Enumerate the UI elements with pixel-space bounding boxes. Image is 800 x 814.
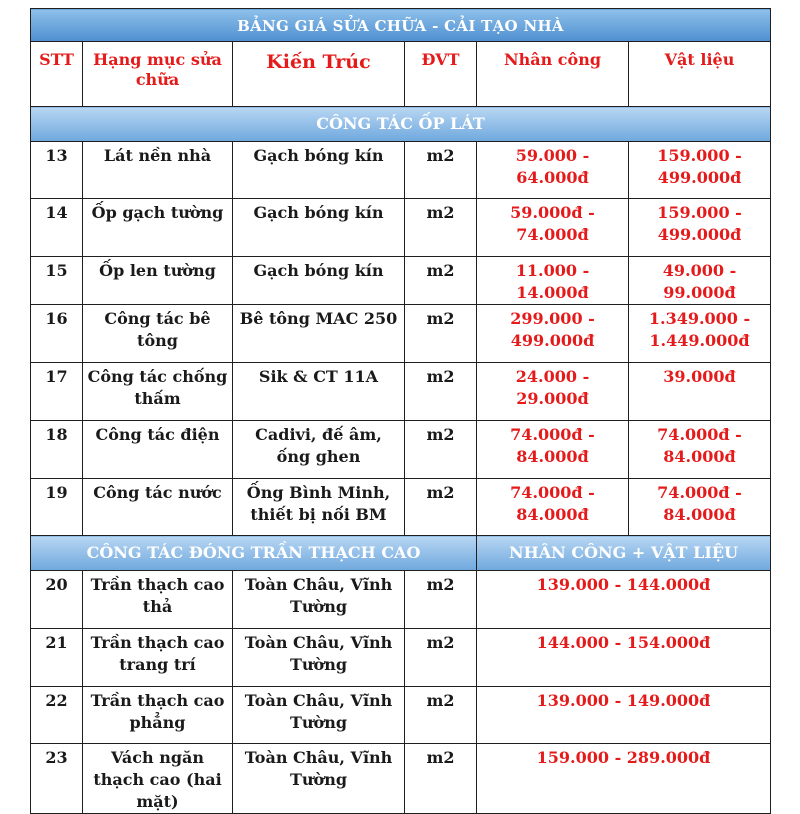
row-arch: Gạch bóng kín <box>233 199 405 257</box>
section-label-ceiling: CÔNG TÁC ĐÓNG TRẦN THẠCH CAO <box>31 536 477 571</box>
row-arch: Sik & CT 11A <box>233 363 405 421</box>
row-item: Công tác điện <box>83 421 233 479</box>
row-material: 49.000 - 99.000đ <box>629 257 771 305</box>
table-title: BẢNG GIÁ SỬA CHỮA - CẢI TẠO NHÀ <box>31 9 771 42</box>
row-stt: 23 <box>31 744 83 814</box>
row-arch: Toàn Châu, Vĩnh Tường <box>233 571 405 629</box>
row-labor: 299.000 - 499.000đ <box>477 305 629 363</box>
header-item: Hạng mục sửa chữa <box>83 42 233 107</box>
table-row <box>31 421 771 479</box>
table-row <box>31 744 771 814</box>
row-unit: m2 <box>405 421 477 479</box>
row-stt: 19 <box>31 479 83 536</box>
row-item: Ốp gạch tường <box>83 199 233 257</box>
header-labor: Nhân công <box>477 42 629 107</box>
row-price: 144.000 - 154.000đ <box>477 629 771 687</box>
table-row <box>31 479 771 536</box>
row-stt: 17 <box>31 363 83 421</box>
row-item: Trần thạch cao thả <box>83 571 233 629</box>
row-item: Vách ngăn thạch cao (hai mặt) <box>83 744 233 814</box>
row-arch: Bê tông MAC 250 <box>233 305 405 363</box>
row-stt: 13 <box>31 142 83 199</box>
table-row <box>31 305 771 363</box>
row-stt: 20 <box>31 571 83 629</box>
row-price: 139.000 - 144.000đ <box>477 571 771 629</box>
row-unit: m2 <box>405 744 477 814</box>
row-material: 159.000 - 499.000đ <box>629 199 771 257</box>
row-unit: m2 <box>405 257 477 305</box>
price-table-document <box>30 8 770 814</box>
section-price-label: NHÂN CÔNG + VẬT LIỆU <box>477 536 771 571</box>
title-row <box>31 9 771 42</box>
table-row <box>31 629 771 687</box>
table-row <box>31 363 771 421</box>
row-arch: Toàn Châu, Vĩnh Tường <box>233 629 405 687</box>
row-labor: 59.000đ - 74.000đ <box>477 199 629 257</box>
row-arch: Gạch bóng kín <box>233 142 405 199</box>
row-unit: m2 <box>405 629 477 687</box>
row-arch: Toàn Châu, Vĩnh Tường <box>233 687 405 744</box>
section-row-ceiling <box>31 536 771 571</box>
row-item: Trần thạch cao phẳng <box>83 687 233 744</box>
row-item: Công tác bê tông <box>83 305 233 363</box>
row-material: 159.000 - 499.000đ <box>629 142 771 199</box>
row-material: 39.000đ <box>629 363 771 421</box>
row-arch: Gạch bóng kín <box>233 257 405 305</box>
row-arch: Ống Bình Minh, thiết bị nối BM <box>233 479 405 536</box>
row-labor: 74.000đ - 84.000đ <box>477 479 629 536</box>
header-stt: STT <box>31 42 83 107</box>
row-stt: 18 <box>31 421 83 479</box>
row-arch: Cadivi, đế âm, ống ghen <box>233 421 405 479</box>
table-row <box>31 687 771 744</box>
row-unit: m2 <box>405 305 477 363</box>
row-arch: Toàn Châu, Vĩnh Tường <box>233 744 405 814</box>
row-labor: 59.000 - 64.000đ <box>477 142 629 199</box>
row-item: Trần thạch cao trang trí <box>83 629 233 687</box>
row-unit: m2 <box>405 687 477 744</box>
row-price: 139.000 - 149.000đ <box>477 687 771 744</box>
row-item: Ốp len tường <box>83 257 233 305</box>
row-stt: 16 <box>31 305 83 363</box>
row-labor: 24.000 - 29.000đ <box>477 363 629 421</box>
section-label-tiling: CÔNG TÁC ỐP LÁT <box>31 107 771 142</box>
header-row <box>31 42 771 107</box>
row-labor: 74.000đ - 84.000đ <box>477 421 629 479</box>
row-material: 74.000đ - 84.000đ <box>629 479 771 536</box>
row-stt: 14 <box>31 199 83 257</box>
section-row-tiling <box>31 107 771 142</box>
row-stt: 15 <box>31 257 83 305</box>
row-stt: 21 <box>31 629 83 687</box>
table-row <box>31 199 771 257</box>
table-row <box>31 142 771 199</box>
row-item: Công tác chống thấm <box>83 363 233 421</box>
row-material: 74.000đ - 84.000đ <box>629 421 771 479</box>
row-item: Công tác nước <box>83 479 233 536</box>
row-price: 159.000 - 289.000đ <box>477 744 771 814</box>
row-stt: 22 <box>31 687 83 744</box>
row-unit: m2 <box>405 142 477 199</box>
row-unit: m2 <box>405 199 477 257</box>
row-item: Lát nền nhà <box>83 142 233 199</box>
table-row <box>31 571 771 629</box>
row-unit: m2 <box>405 479 477 536</box>
header-arch: Kiến Trúc <box>233 42 405 107</box>
header-material: Vật liệu <box>629 42 771 107</box>
price-table <box>30 8 771 814</box>
row-material: 1.349.000 - 1.449.000đ <box>629 305 771 363</box>
row-unit: m2 <box>405 571 477 629</box>
header-unit: ĐVT <box>405 42 477 107</box>
row-unit: m2 <box>405 363 477 421</box>
row-labor: 11.000 - 14.000đ <box>477 257 629 305</box>
table-row <box>31 257 771 305</box>
